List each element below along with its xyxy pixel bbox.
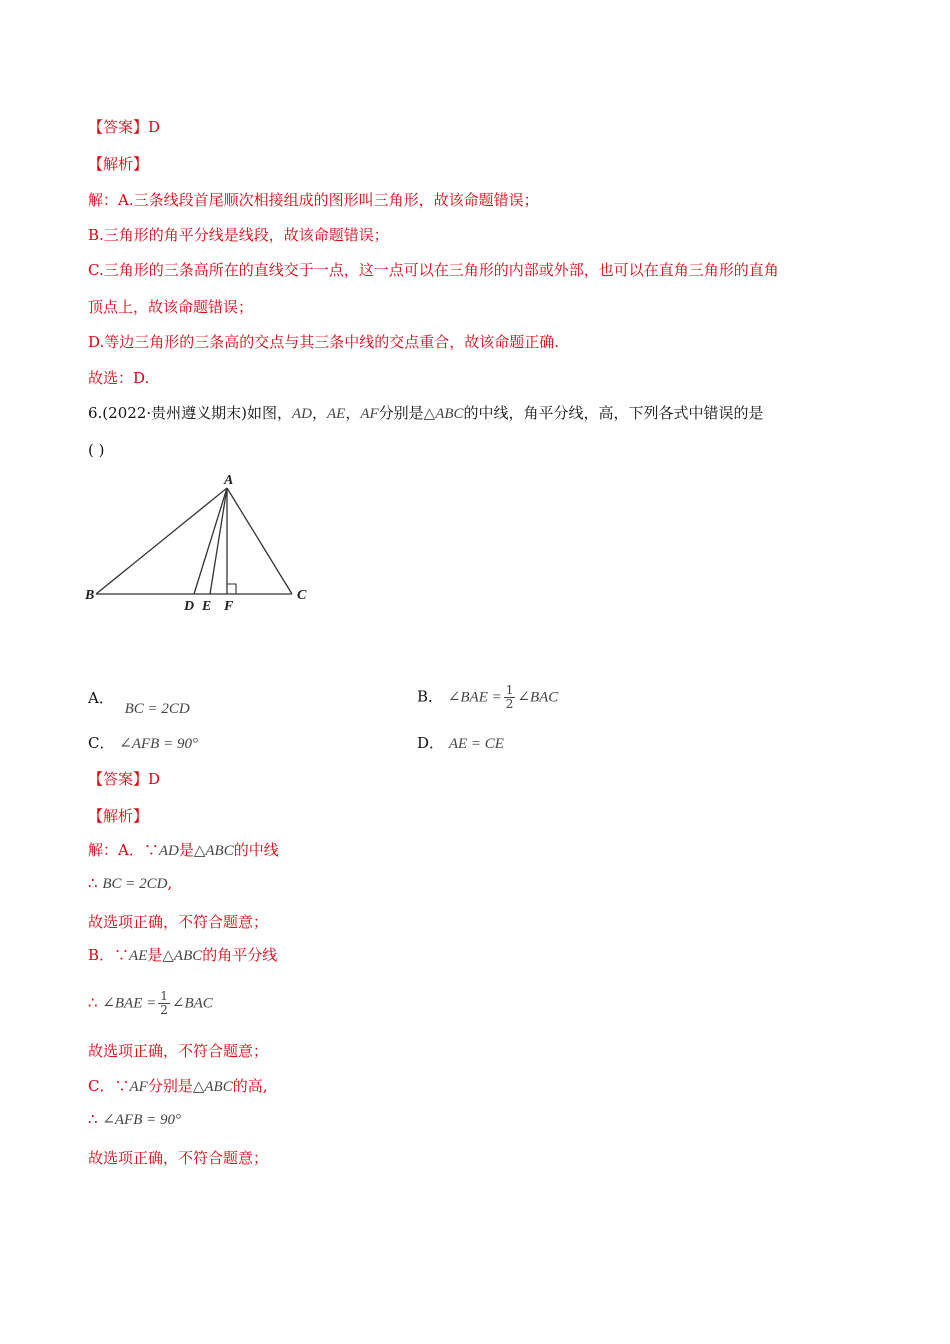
option-a-label: A．: [88, 689, 114, 707]
q6-sol-b-fraction: [158, 990, 170, 1017]
q6-sol-c-prefix: C．∵: [88, 1077, 130, 1095]
q6-stem-mid: 分别是: [378, 404, 424, 422]
q6-sol-c-mid: 分别是: [147, 1077, 193, 1095]
q6-sol-a-therefore: ∴: [88, 874, 98, 892]
label-d: D: [184, 599, 195, 610]
q6-sol-a-comma: ,: [167, 874, 173, 892]
q6-sol-c-af: AF: [129, 1079, 148, 1095]
option-a-expr: BC = 2CD: [124, 701, 190, 717]
q6-sol-c-conclusion: 故选项正确，不符合题意；: [88, 1149, 269, 1167]
option-b-expr-left: ∠BAE =: [447, 689, 502, 706]
option-b-frac-num: 1: [505, 683, 514, 697]
q6-sol-b-is: 是: [147, 946, 163, 964]
q6-sol-b-premise: [88, 945, 277, 966]
q6-sol-c-suffix: 的高,: [232, 1077, 268, 1095]
q6-sol-a-is: 是: [178, 841, 194, 859]
q6-stem-ad: AD: [291, 406, 312, 422]
option-a: [88, 688, 190, 717]
option-b-frac-den: 2: [505, 697, 514, 711]
q6-sol-a-premise: [88, 840, 279, 861]
q6-stem-comma-2: ，: [345, 404, 361, 422]
q6-sol-b-suffix: 的角平分线: [202, 946, 278, 964]
q5-answer-label: 【答案】D: [88, 118, 161, 136]
q6-sol-b-conclusion: 故选项正确，不符合题意；: [88, 1042, 269, 1060]
median-ad: [194, 488, 227, 594]
q6-sol-c-premise: [88, 1076, 267, 1097]
q6-sol-b-prefix: B．∵: [88, 946, 130, 964]
q6-sol-a-result: [88, 873, 172, 894]
q6-sol-c-result: [88, 1109, 181, 1130]
label-a: A: [224, 473, 234, 488]
q6-stem-prefix: 6.(2022·贵州遵义期末)如图，: [88, 404, 292, 422]
q6-sol-b-ae: AE: [129, 948, 148, 964]
q6-sol-b-tri: △ABC: [162, 948, 203, 964]
q6-sol-b-result: [88, 990, 213, 1017]
q6-sol-c-tri: △ABC: [192, 1079, 233, 1095]
option-c: [88, 733, 198, 754]
q5-analysis-line-6: 故选：D.: [88, 369, 150, 387]
triangle-diagram: [84, 470, 324, 610]
q6-sol-a-expr: BC = 2CD: [102, 876, 168, 892]
q6-answer-label: 【答案】D: [88, 770, 161, 788]
q6-stem-triangle: △ABC: [423, 406, 464, 422]
q6-sol-a-tri: △ABC: [193, 843, 234, 859]
q6-stem-comma-1: ，: [311, 404, 327, 422]
label-e: E: [202, 599, 212, 610]
q6-stem-suffix: 的中线，角平分线，高，下列各式中错误的是: [463, 404, 764, 422]
label-f: F: [224, 599, 234, 610]
q5-analysis-line-4: 顶点上，故该命题错误；: [88, 298, 254, 316]
q6-sol-c-therefore: ∴: [88, 1110, 98, 1128]
q5-analysis-line-1: 解：A.三条线段首尾顺次相接组成的图形叫三角形，故该命题错误；: [88, 191, 539, 209]
q5-analysis-line-3: C.三角形的三条高所在的直线交于一点，这一点可以在三角形的内部或外部，也可以在直角三角形的直角: [88, 261, 779, 279]
q6-sol-a-suffix: 的中线: [233, 841, 279, 859]
q5-analysis-label: 【解析】: [88, 155, 149, 173]
q5-analysis-line-5: D.等边三角形的三条高的交点与其三条中线的交点重合，故该命题正确.: [88, 333, 560, 351]
q6-stem-af: AF: [360, 406, 379, 422]
right-angle-mark: [227, 584, 236, 594]
q6-sol-b-expr-left: ∠BAE =: [102, 995, 157, 1012]
q6-sol-c-expr: ∠AFB = 90°: [102, 1112, 182, 1128]
q6-sol-b-frac-den: 2: [160, 1003, 168, 1017]
q6-analysis-label: 【解析】: [88, 807, 149, 825]
option-b: [417, 684, 558, 711]
label-c: C: [297, 588, 307, 603]
option-c-label: C．: [88, 734, 115, 752]
q6-sol-a-conclusion: 故选项正确，不符合题意；: [88, 913, 269, 931]
q6-paren: ( ): [88, 441, 105, 459]
q6-stem-ae: AE: [326, 406, 346, 422]
q6-sol-a-ad: AD: [158, 843, 179, 859]
q6-sol-a-prefix: 解：A．∵: [88, 841, 159, 859]
bisector-ae: [210, 488, 227, 594]
q6-stem: [88, 403, 764, 424]
side-ab: [96, 488, 227, 594]
option-d: [417, 733, 504, 754]
label-b: B: [85, 588, 95, 603]
option-d-label: D．: [417, 734, 445, 752]
option-b-label: B．: [417, 687, 444, 706]
q6-sol-b-therefore: ∴: [88, 993, 98, 1012]
side-ac: [227, 488, 292, 594]
q6-sol-b-frac-num: 1: [160, 989, 168, 1003]
triangle-figure: [84, 470, 324, 614]
option-b-expr-right: ∠BAC: [517, 689, 559, 706]
q6-sol-b-expr-right: ∠BAC: [171, 995, 213, 1012]
q5-analysis-line-2: B.三角形的角平分线是线段，故该命题错误；: [88, 226, 389, 244]
option-b-fraction: [504, 684, 516, 711]
option-d-expr: AE = CE: [448, 736, 504, 752]
option-c-expr: ∠AFB = 90°: [119, 736, 198, 752]
